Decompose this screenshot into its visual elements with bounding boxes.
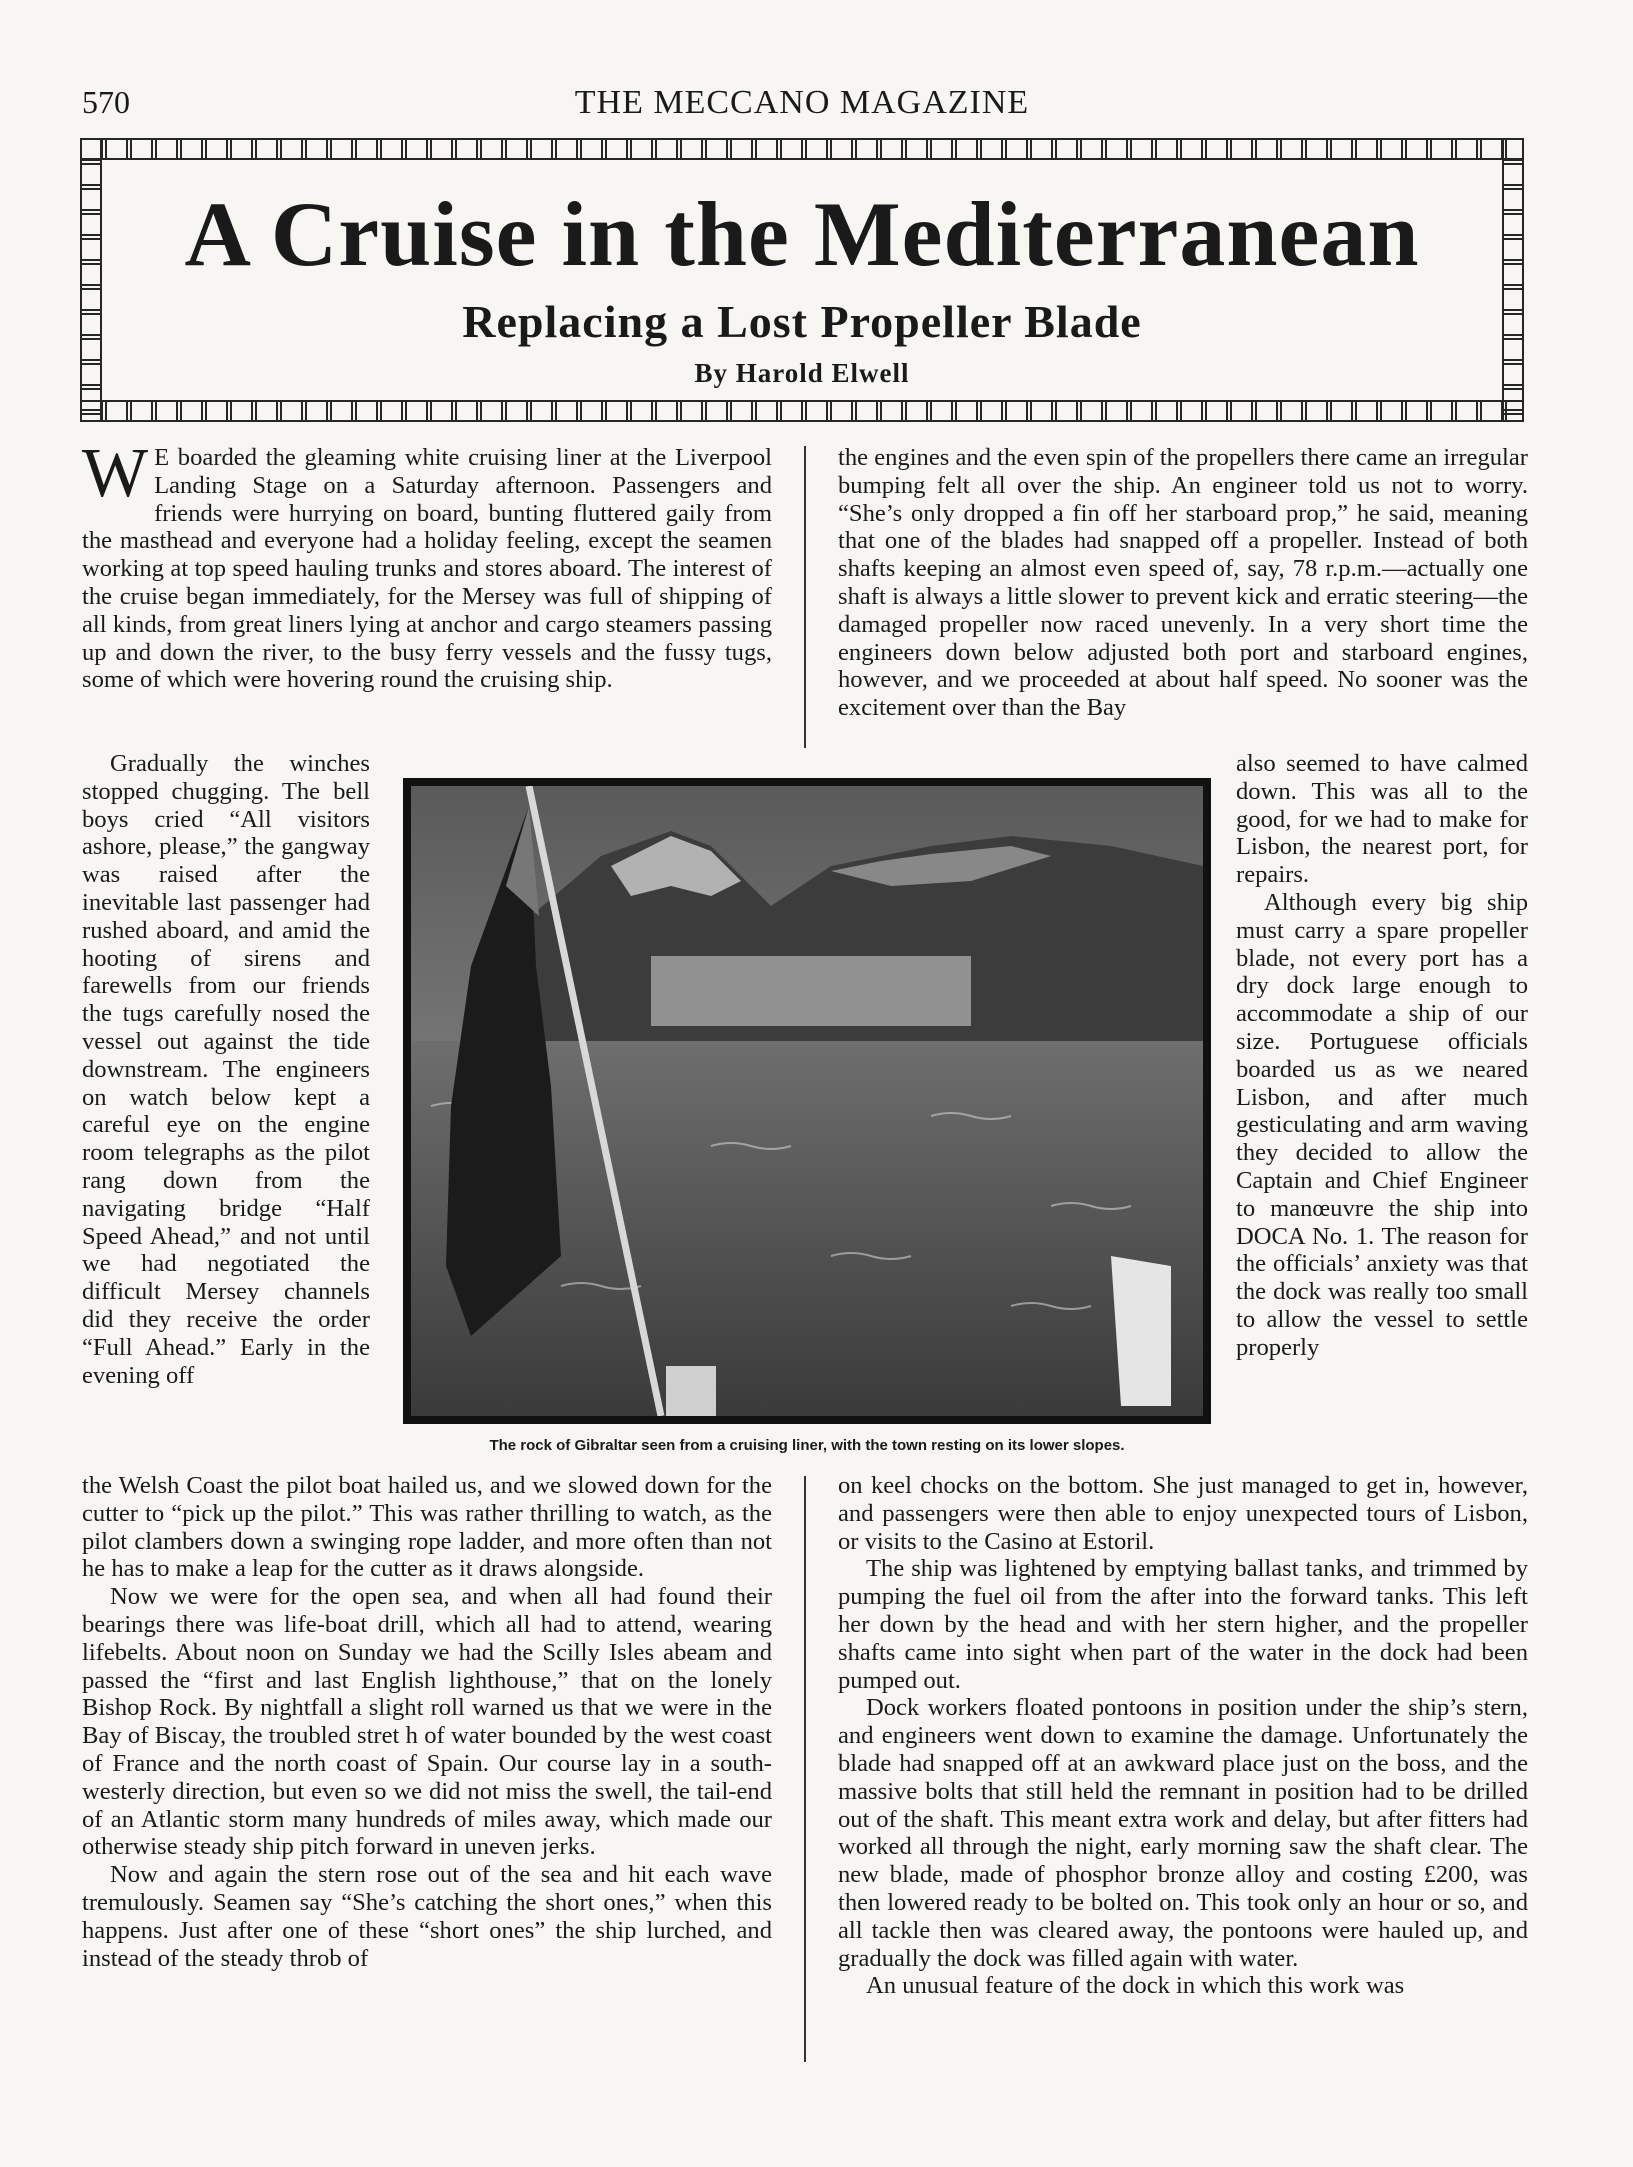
page-number: 570 — [82, 84, 130, 120]
frame-top — [80, 138, 1524, 160]
gibraltar-photo-illustration — [411, 786, 1203, 1416]
deck-fitting — [666, 1366, 716, 1416]
left-column-top — [82, 435, 772, 694]
byline: By Harold Elwell — [694, 358, 910, 388]
frame-left — [80, 138, 102, 422]
paragraph — [82, 435, 772, 694]
article-title: A Cruise in the Mediterranean — [184, 183, 1420, 285]
left-column-narrow — [82, 750, 370, 1389]
paragraph: on keel chocks on the bottom. She just managed to get in, however, and passengers were then able to enjoy unexpected tours of Lisbon, or visits to the Casino at Estoril. — [838, 1472, 1528, 1555]
photo-image — [411, 786, 1203, 1416]
right-column-bottom — [838, 1472, 1528, 2000]
right-column-top — [838, 444, 1528, 722]
publication-title: THE MECCANO MAGAZINE — [574, 84, 1030, 121]
column-rule-bottom — [804, 1476, 806, 2062]
article-subtitle: Replacing a Lost Propeller Blade — [462, 296, 1142, 347]
right-column-narrow — [1236, 750, 1528, 1362]
paragraph-text: E boarded the gleaming white cruising liner at the Liverpool Landing Stage on a Saturday afternoon. Passengers and friends were hurrying on board, bunting fluttered gaily from the masthead and everyone had a holiday feeling, except the seamen working at top speed hauling trunks and stores aboard. The interest of the cruise began immediately, for the Mersey was full of shipping of all kinds, from great liners lying at anchor and cargo steamers passing up and down the river, to the busy ferry vessels and the fussy tugs, some of which were hovering round the cruising ship. — [82, 444, 772, 694]
paragraph: the engines and the even spin of the propellers there came an irregular bumping felt all over the ship. An engineer told us not to worry. “She’s only dropped a fin off her starboard prop,” he said, meaning that one of the blades had snapped off a propeller. Instead of both shafts keeping an almost even speed of, say, 78 r.p.m.—actually one shaft is always a little slower to prevent kick and erratic steering—the damaged propeller now raced unevenly. In a very short time the engineers down below adjusted both port and starboard engines, however, and we proceeded at about half speed. No sooner was the excitement over than the Bay — [838, 444, 1528, 722]
paragraph: The ship was lightened by emptying ballast tanks, and trimmed by pumping the fuel oil from the after into the forward tanks. This left her down by the head and with her stern higher, and the propeller shafts came into sight when part of the water in the dock had been pumped out. — [838, 1555, 1528, 1694]
column-rule-top — [804, 446, 806, 748]
paragraph: Dock workers floated pontoons in position under the ship’s stern, and engineers went down to examine the damage. Unfortunately the blade had snapped off at an awkward place just on the boss, and the massive bolts that still held the remnant in position had to be drilled out of the shaft. This meant extra work and delay, but after fitters had worked all through the night, early morning saw the shaft clear. The new blade, made of phosphor bronze alloy and costing £200, was then lowered ready to be bolted on. This took only an hour or so, and all tackle then was cleared away, the pontoons were hauled up, and gradually the dock was filled again with water. — [838, 1694, 1528, 1972]
frame-right — [1502, 138, 1524, 422]
paragraph: the Welsh Coast the pilot boat hailed us, and we slowed down for the cutter to “pick up the pilot.” This was rather thrilling to watch, as the pilot clambers down a swinging rope ladder, and more often than not he has to make a leap for the cutter as it draws alongside. — [82, 1472, 772, 1583]
photograph — [403, 778, 1211, 1424]
paragraph: also seemed to have calmed down. This was all to the good, for we had to make for Lisbon, the nearest port, for repairs. — [1236, 750, 1528, 889]
left-column-bottom — [82, 1472, 772, 1972]
paragraph: Now we were for the open sea, and when all had found their bearings there was life-boat drill, which all had to attend, wearing lifebelts. About noon on Sunday we had the Scilly Isles abeam and passed the “first and last English lighthouse,” that on the lonely Bishop Rock. By nightfall a slight roll warned us that we were in the Bay of Biscay, the troubled stret h of water bounded by the west coast of France and the north coast of Spain. Our course lay in a south-westerly direction, but even so we did not miss the swell, the tail-end of an Atlantic storm many hundreds of miles away, which made our otherwise steady ship pitch forward in uneven jerks. — [82, 1583, 772, 1861]
town — [651, 956, 971, 1026]
drop-cap: W — [82, 435, 149, 512]
photo-caption: The rock of Gibraltar seen from a cruising liner, with the town resting on its lower slopes. — [489, 1437, 1125, 1454]
paragraph: Now and again the stern rose out of the sea and hit each wave tremulously. Seamen say “She’s catching the short ones,” when this happens. Just after one of these “short ones” the ship lurched, and instead of the steady throb of — [82, 1861, 772, 1972]
deck-vent — [1111, 1256, 1171, 1406]
paragraph: Although every big ship must carry a spare propeller blade, not every port has a dry dock large enough to accommodate a ship of our size. Portuguese officials boarded us as we neared Lisbon, and after much gesticulating and arm waving they decided to allow the Captain and Chief Engineer to manœuvre the ship into DOCA No. 1. The reason for the officials’ anxiety was that the dock was really too small to allow the vessel to settle properly — [1236, 888, 1528, 1361]
frame-bottom — [80, 400, 1524, 422]
running-head — [82, 84, 1522, 134]
paragraph: Gradually the winches stopped chugging. The bell boys cried “All visitors ashore, please,” the gangway was raised after the inevitable last passenger had rushed aboard, and amid the hooting of sirens and farewells from our friends the tugs carefully nosed the vessel out against the tide downstream. The engineers on watch below kept a careful eye on the engine room telegraphs as the pilot rang down from the navigating bridge “Half Speed Ahead,” and not until we had negotiated the difficult Mersey channels did they receive the order “Full Ahead.” Early in the evening off — [82, 750, 370, 1389]
paragraph: An unusual feature of the dock in which this work was — [866, 1972, 1405, 2000]
